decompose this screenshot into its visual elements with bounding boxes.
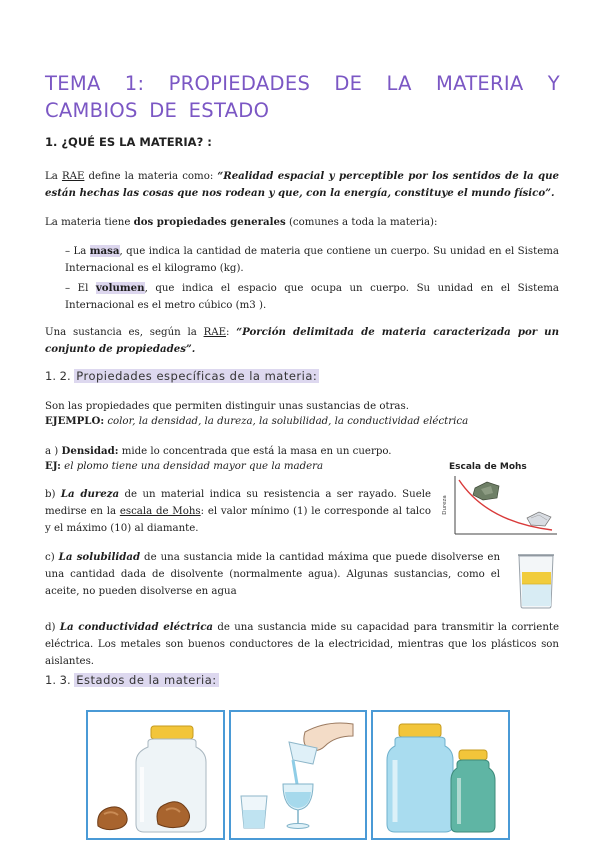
page-title: TEMA 1: PROPIEDADES DE LA MATERIA Y CAMBIOS DE ESTADO	[45, 72, 560, 122]
solubilidad-item: c) La solubilidad de una sustancia mide la cantidad máxima que puede disolverse en una cantidad dada de disolvente (normalmente agua). Algunas sustancias, como el aceite, no pueden disolverse en agua	[45, 551, 500, 597]
wine-glass-icon	[283, 784, 313, 829]
talc-rock-icon	[473, 482, 499, 500]
masa-term: masa	[89, 245, 120, 257]
liquid-pouring-illustration	[231, 712, 365, 838]
section-heading-1-3: 1. 3. Estados de la materia:	[45, 673, 217, 687]
mohs-curve-chart	[447, 462, 559, 536]
densidad-item: a ) Densidad: mide lo concentrada que está la masa en un cuerpo.	[45, 445, 392, 457]
beaker-oil-water-icon	[513, 552, 559, 610]
section-heading-1-2: 1. 2. Propiedades específicas de la materia:	[45, 369, 318, 383]
volumen-term: volumen	[95, 282, 145, 294]
masa-item: – La masa, que indica la cantidad de materia que contiene un cuerpo. Su unidad en el Sistema Internacional es el kilogramo (kg).	[65, 245, 559, 274]
large-jar-icon	[387, 724, 453, 832]
conductividad-item: d) La conductividad eléctrica de una sustancia mide su capacidad para transmitir la corriente eléctrica. Los metales son buenos conductores de la electricidad, mientras que los plásticos son aislantes.	[45, 621, 560, 667]
mohs-axis-label: Dureza	[441, 495, 448, 515]
diamond-icon	[527, 512, 551, 526]
rae-link[interactable]: RAE	[61, 171, 85, 182]
filled-jars-illustration	[373, 712, 508, 838]
general-properties-intro: La materia tiene dos propiedades generales (comunes a toda la materia):	[45, 216, 438, 228]
volumen-item: – El volumen, que indica el espacio que ocupa un cuerpo. Su unidad en el Sistema Internacional es el metro cúbico (m3 ).	[65, 282, 559, 311]
water-glass-icon	[241, 796, 267, 828]
solid-rocks-jar-illustration	[88, 712, 223, 838]
rock-outside-icon	[98, 807, 127, 830]
mohs-title: Escala de Mohs	[449, 462, 527, 472]
densidad-example: EJ: el plomo tiene una densidad mayor que la madera	[45, 460, 324, 472]
states-image-solid	[86, 710, 225, 840]
section-heading-1: 1. ¿QUÉ ES LA MATERIA? :	[45, 135, 212, 149]
definition-quote: “Realidad espacial y perceptible por los sentidos de la que están hechas las cosas que nos rodean y que, con la energía, constituye el mundo físico”.	[45, 170, 560, 199]
states-image-liquid	[229, 710, 367, 840]
specific-properties-intro: Son las propiedades que permiten distinguir unas sustancias de otras.	[45, 401, 409, 412]
dureza-item: b) La dureza de un material indica su resistencia a ser rayado. Suele medirse en la escala de Mohs: el valor mínimo (1) le corresponde al talco y el máximo (10) al diamante.	[45, 488, 432, 534]
rae-link-2[interactable]: RAE	[203, 327, 227, 338]
sustancia-definition-paragraph: Una sustancia es, según la RAE: “Porción delimitada de materia caracterizada por un conjunto de propiedades”.	[45, 326, 559, 355]
mohs-scale-link[interactable]: escala de Mohs	[119, 506, 201, 517]
ejemplo-line: EJEMPLO: color, la densidad, la dureza, la solubilidad, la conductividad eléctrica	[45, 415, 469, 427]
states-image-gas	[371, 710, 510, 840]
rae-definition-paragraph: La RAE define la materia como: “Realidad espacial y perceptible por los sentidos de la que están hechas las cosas que nos rodean y que, con la energía, constituye el mundo físico”.	[45, 170, 560, 199]
small-jar-icon	[451, 750, 495, 832]
mohs-scale-figure	[441, 462, 559, 536]
